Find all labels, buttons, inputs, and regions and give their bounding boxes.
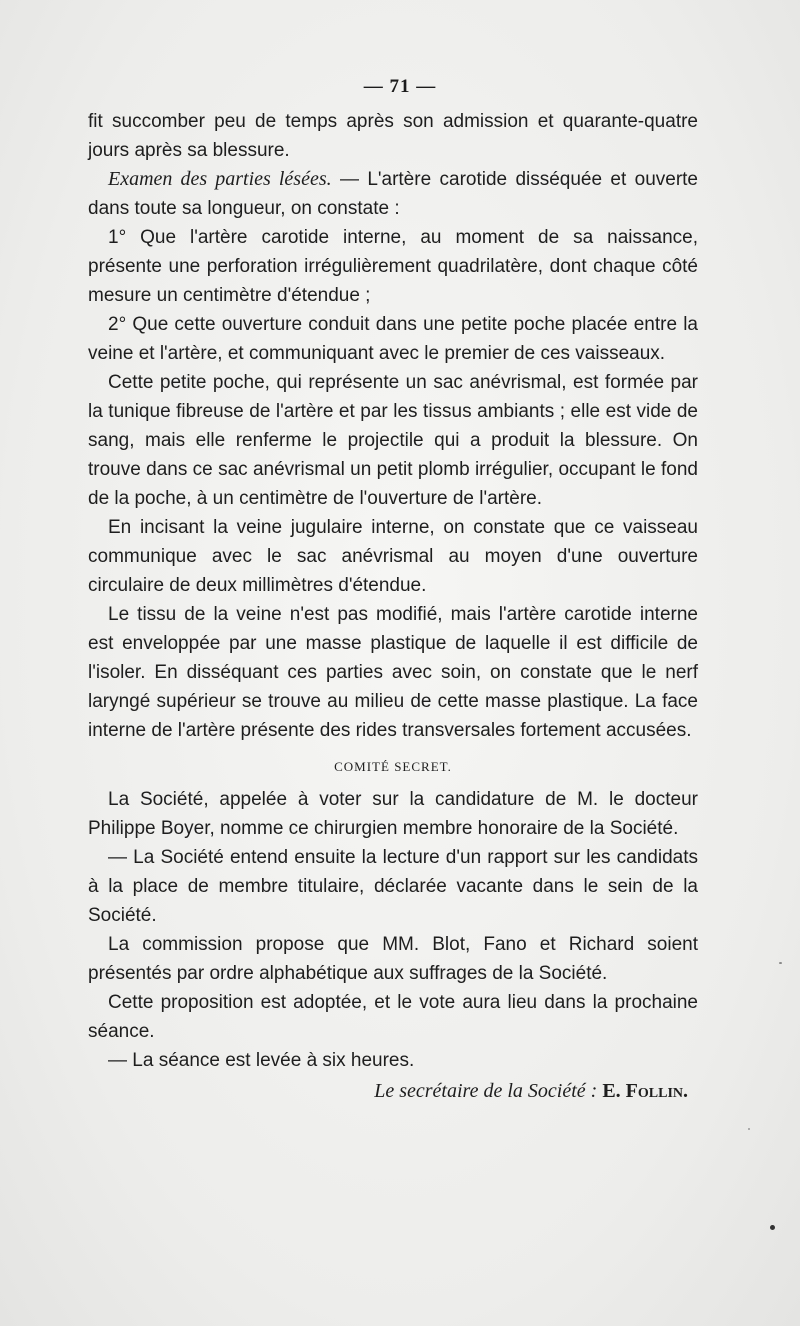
paragraph-2-text: — L'artère carotide disséquée et ouverte dans toute sa longueur, on constate : xyxy=(88,169,698,219)
paragraph-12: — La séance est levée à six heures. xyxy=(108,1050,415,1071)
paragraph-5: Cette petite poche, qui représente un sac anévrismal, est formée par la tunique fibreuse de l'artère et par les tissus ambiants ; elle est vide de sang, mais elle renferme le projectile qui a produit la blessure. On trouve dans ce sac anévrismal un petit plomb irrégulier, occupant le fond de la poche, à un centimètre de l'ouverture de l'artère. xyxy=(88,372,698,509)
paragraph-4: 2° Que cette ouverture conduit dans une petite poche placée entre la veine et l'artère, et communiquant avec le premier de ces vaisseaux. xyxy=(88,314,698,364)
paragraph-7: Le tissu de la veine n'est pas modifié, mais l'artère carotide interne est enveloppée par une masse plastique de laquelle il est difficile de l'isoler. En disséquant ces parties avec soin, on constate que le nerf laryngé supérieur se trouve au milieu de cette masse plastique. La face interne de l'artère présente des rides transversales fortement accusées. xyxy=(88,604,698,741)
paragraph-1: fit succomber peu de temps après son admission et quarante-quatre jours après sa blessure. xyxy=(88,111,698,161)
signature-initial: E. xyxy=(602,1080,626,1102)
paragraph-3: 1° Que l'artère carotide interne, au moment de sa naissance, présente une perforation irrégulièrement quadrilatère, dont chaque côté mesure un centimètre d'étendue ; xyxy=(88,227,698,306)
scan-speck xyxy=(779,962,782,964)
paragraph-10: La commission propose que MM. Blot, Fano et Richard soient présentés par ordre alphabétique aux suffrages de la Société. xyxy=(88,934,698,984)
signature xyxy=(88,1077,698,1106)
scan-speck xyxy=(770,1225,775,1230)
signature-name: Follin. xyxy=(625,1080,688,1102)
page-number: — 71 — xyxy=(363,76,437,97)
paragraph-11: Cette proposition est adoptée, et le vote aura lieu dans la prochaine séance. xyxy=(88,992,698,1042)
section-heading: COMITÉ SECRET. xyxy=(334,759,452,774)
signature-role: Le secrétaire de la Société xyxy=(374,1080,586,1102)
paragraph-2 xyxy=(88,165,698,223)
body-text xyxy=(88,107,698,1106)
paragraph-8: La Société, appelée à voter sur la candidature de M. le docteur Philippe Boyer, nomme ce chirurgien membre honoraire de la Société. xyxy=(88,789,698,839)
paragraph-6: En incisant la veine jugulaire interne, on constate que ce vaisseau communique avec le sac anévrismal au moyen d'une ouverture circulaire de deux millimètres d'étendue. xyxy=(88,517,698,596)
scan-speck xyxy=(748,1128,750,1130)
paragraph-9: — La Société entend ensuite la lecture d'un rapport sur les candidats à la place de membre titulaire, déclarée vacante dans le sein de la Société. xyxy=(88,847,698,926)
examen-heading: Examen des parties lésées. xyxy=(108,168,332,190)
signature-separator: : xyxy=(585,1080,603,1102)
